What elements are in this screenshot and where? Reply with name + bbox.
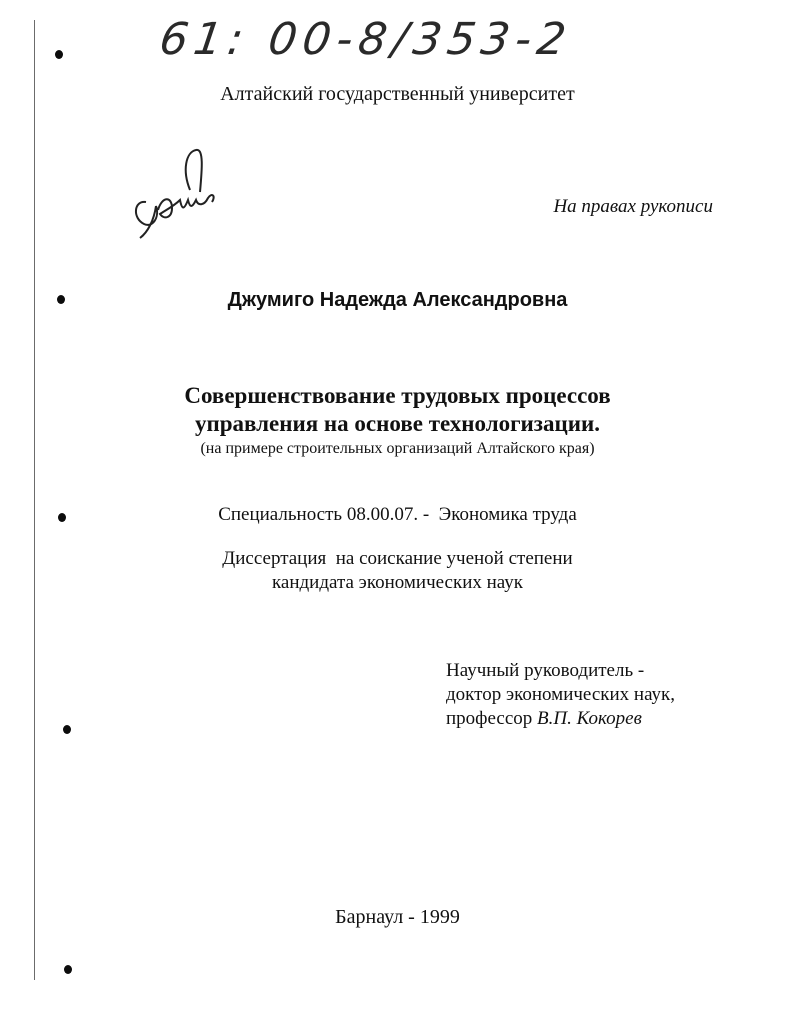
- binding-hole-1: [55, 50, 63, 59]
- thesis-subtitle: (на примере строительных организаций Алтайского края): [200, 440, 595, 457]
- handwritten-signature: [120, 140, 220, 240]
- advisor-title-line: [446, 708, 642, 730]
- author-name: Джумиго Надежда Александровна: [227, 289, 568, 311]
- thesis-title-line-1: Совершенствование трудовых процессов: [184, 383, 611, 408]
- binding-hole-4: [63, 725, 71, 734]
- advisor-degree: доктор экономических наук,: [446, 684, 676, 705]
- advisor-name: В.П. Кокорев: [537, 708, 642, 729]
- advisor-title: профессор: [446, 708, 533, 729]
- specialty-line: Специальность 08.00.07. - Экономика труда: [218, 504, 577, 525]
- dissertation-line-2: кандидата экономических наук: [271, 572, 524, 593]
- page-margin-line: [34, 20, 35, 980]
- advisor-role: Научный руководитель -: [446, 660, 645, 681]
- university-name: Алтайский государственный университет: [220, 83, 575, 105]
- archive-shelfmark: 61: 00-8/353-2: [156, 14, 575, 65]
- city-year: Барнаул - 1999: [335, 906, 460, 928]
- rights-notice: На правах рукописи: [553, 196, 713, 217]
- dissertation-line-1: Диссертация на соискание ученой степени: [222, 548, 573, 569]
- thesis-title-line-2: управления на основе технологизации.: [194, 411, 601, 436]
- binding-hole-5: [64, 965, 72, 974]
